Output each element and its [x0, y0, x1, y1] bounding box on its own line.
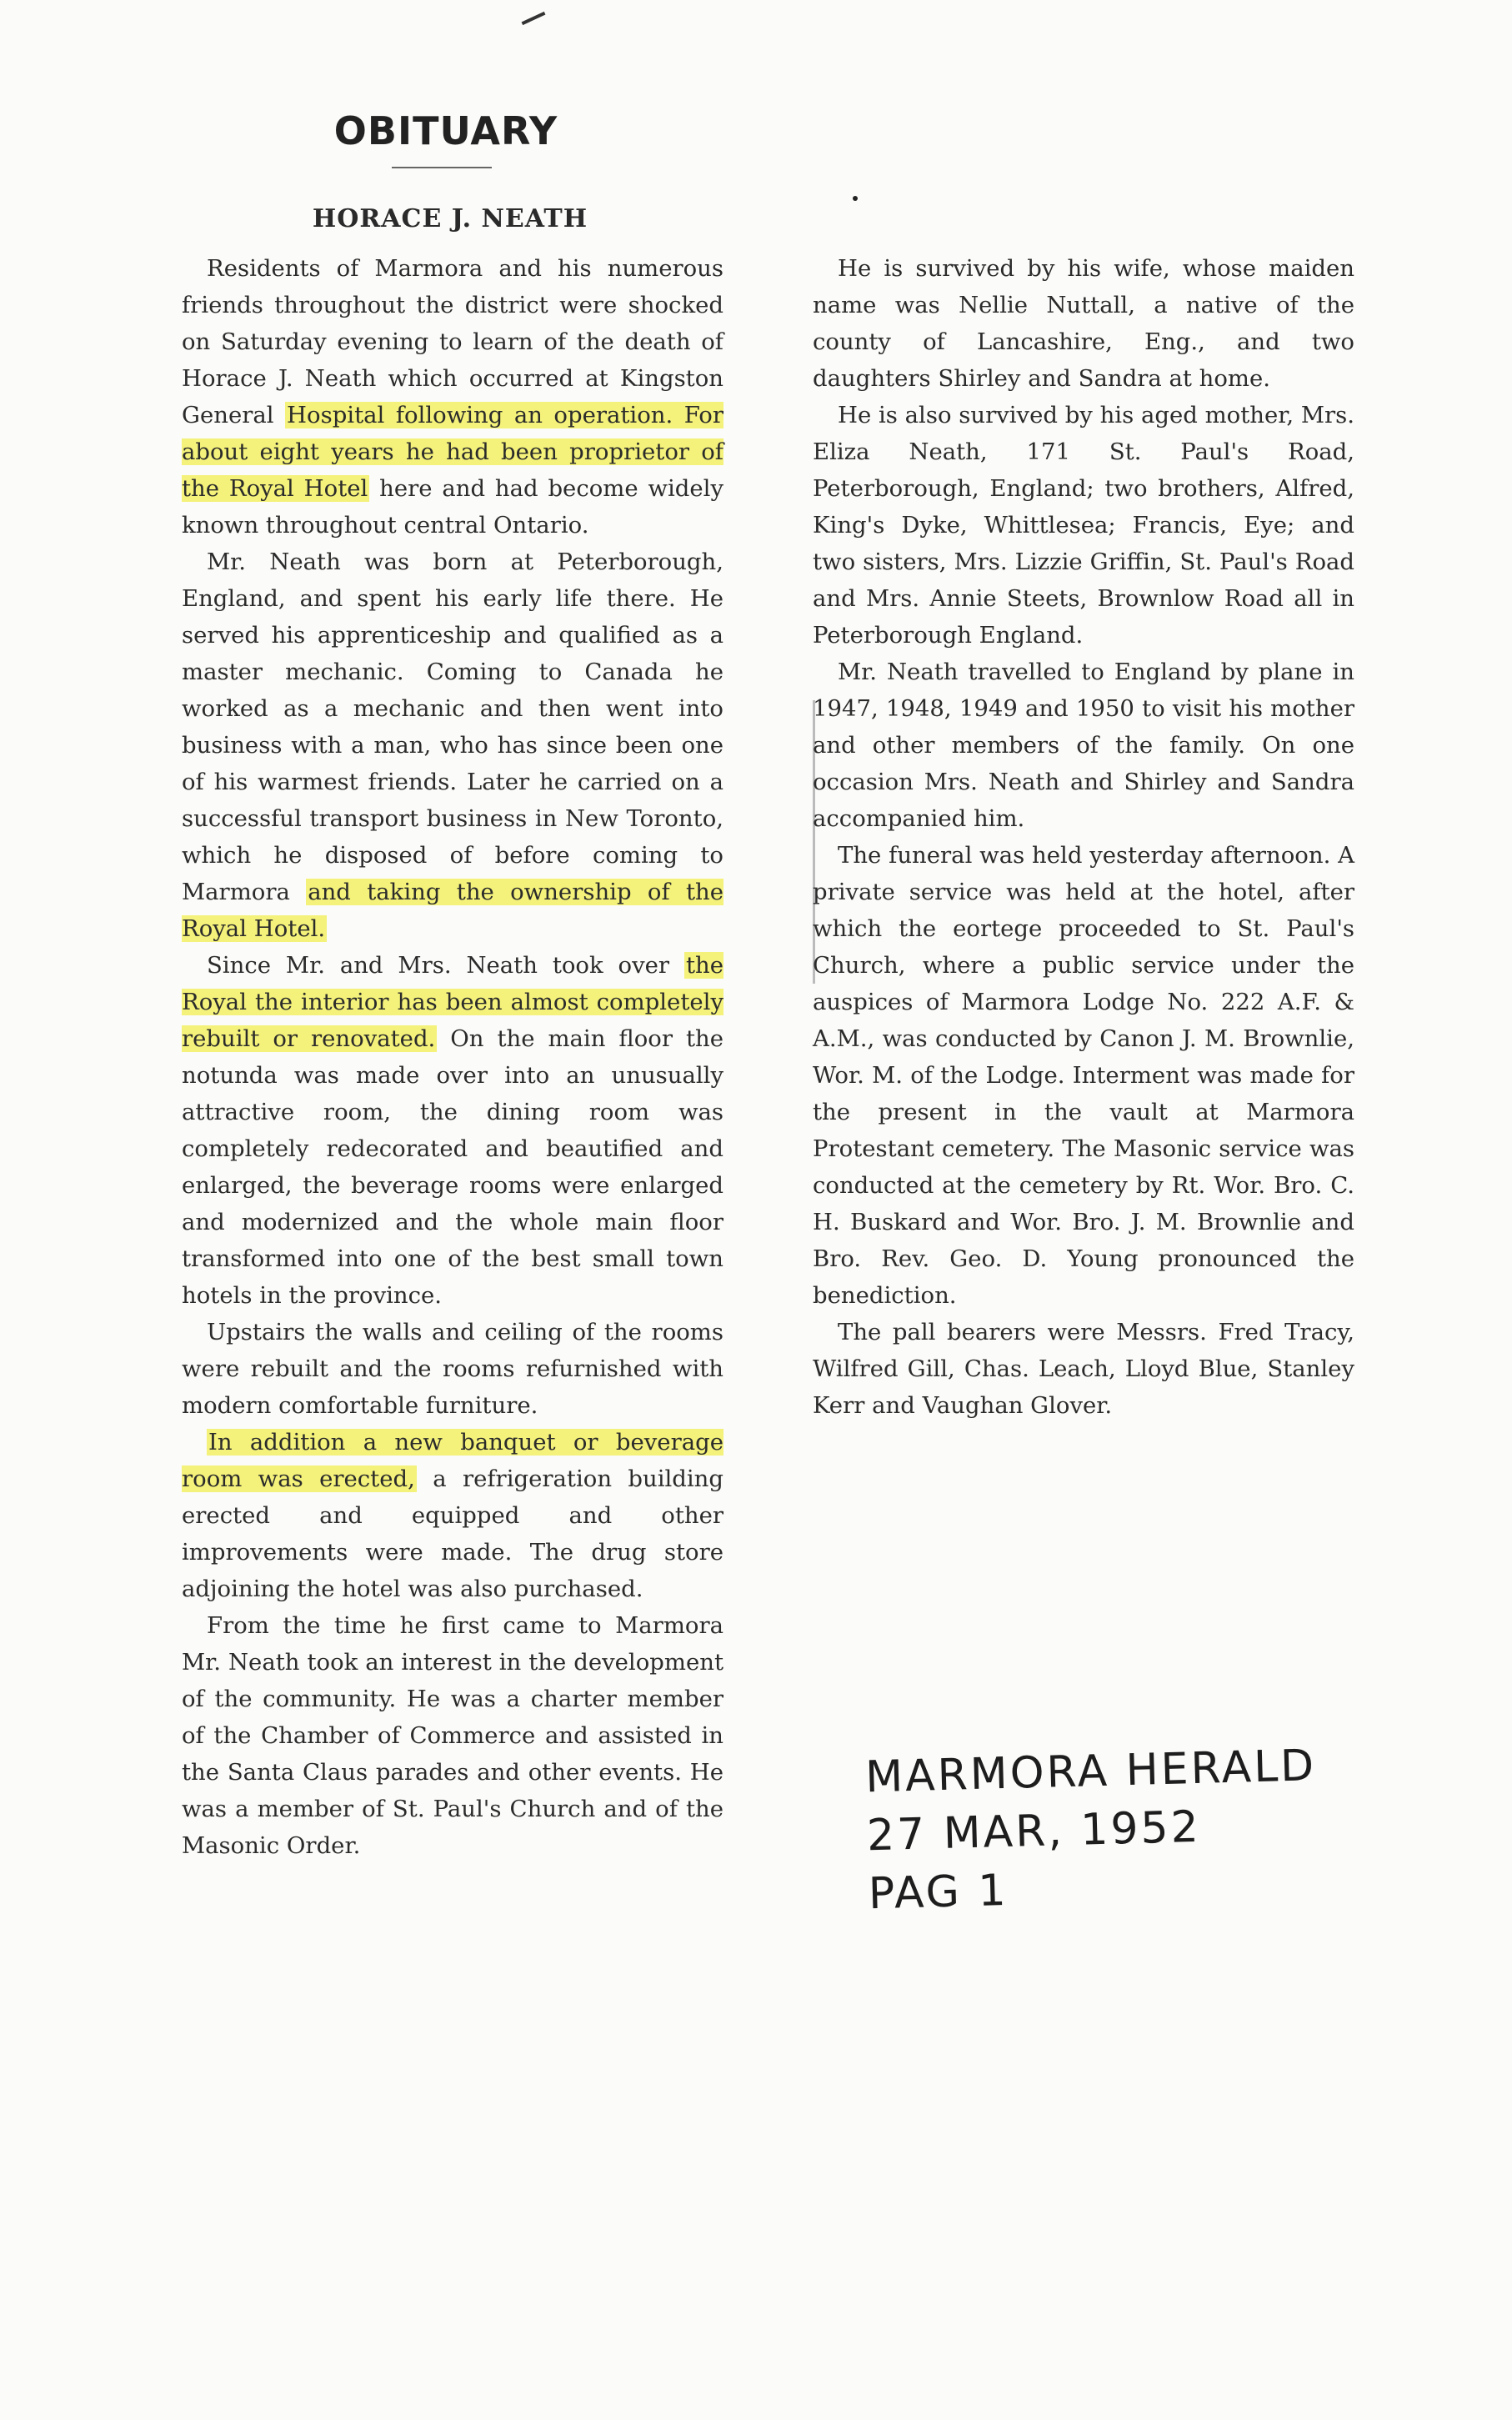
highlighted-text: the Royal the interior has been almost completely rebuilt or renovated.	[182, 952, 723, 1052]
deceased-name: HORACE J. NEATH	[312, 204, 588, 233]
paragraph-travel: Mr. Neath travelled to England by plane in 1947, 1948, 1949 and 1950 to visit his mother and other members of the family. On one occasion Mrs. Neath and Shirley and Sandra accompanied him.	[813, 659, 1354, 832]
paragraph-community: From the time he first came to Marmora Mr. Neath took an interest in the development of the community. He was a charter member of the Chamber of Commerce and assisted in the Santa Claus parades and other events. He was a member of St. Paul's Church and of the Masonic Order.	[182, 1612, 723, 1859]
paragraph-upstairs: Upstairs the walls and ceiling of the rooms were rebuilt and the rooms refurnished with modern comfortable furniture.	[182, 1319, 723, 1419]
right-column	[813, 250, 1354, 1424]
annotation-source: MARMORA HERALD	[864, 1741, 1317, 1803]
scan-mark	[522, 12, 546, 25]
paragraph-renovation: Since Mr. and Mrs. Neath took over the Royal the interior has been almost completely rebuilt or renovated. On the main floor the notunda was made over into an unusually attractive room, the dining room was completely redecorated and beautified and enlarged, the beverage rooms were enlarged and modernized and the whole main floor transformed into one of the best small town hotels in the province.	[182, 952, 723, 1309]
annotation-date: 27 MAR, 1952	[866, 1801, 1202, 1861]
highlighted-text: Hospital following an operation. For about eight years he had been proprietor of the Royal Hotel	[182, 402, 723, 502]
paragraph-early-life: Mr. Neath was born at Peterborough, England, and spent his early life there. He served his apprenticeship and qualified as a master mechanic. Coming to Canada he worked as a mechanic and then went into business with a man, who has since been one of his warmest friends. Later he carried on a successful transport business in New Toronto, which he disposed of before coming to Marmora and taking the ownership of the Royal Hotel.	[182, 549, 723, 942]
highlighted-text: and taking the ownership of the Royal Hotel.	[182, 879, 723, 942]
paragraph-pall-bearers: The pall bearers were Messrs. Fred Tracy, Wilfred Gill, Chas. Leach, Lloyd Blue, Stanley Kerr and Vaughan Glover.	[813, 1319, 1354, 1419]
paragraph-additions: In addition a new banquet or beverage room was erected, a refrigeration building erected and equipped and other improvements were made. The drug store adjoining the hotel was also purchased.	[182, 1429, 723, 1602]
obituary-heading: OBITUARY	[333, 108, 558, 153]
paragraph-death-notice: Residents of Marmora and his numerous friends throughout the district were shocked on Saturday evening to learn of the death of Horace J. Neath which occurred at Kingston General Hospital following an operation. For about eight years he had been proprietor of the Royal Hotel here and had become widely known throughout central Ontario.	[182, 255, 723, 539]
heading-rule	[392, 167, 492, 168]
left-column	[182, 250, 723, 1864]
ink-dot	[853, 196, 858, 201]
paragraph-survived-wife: He is survived by his wife, whose maiden name was Nellie Nuttall, a native of the county of Lancashire, Eng., and two daughters Shirley and Sandra at home.	[813, 255, 1354, 392]
highlighted-text: In addition a new banquet or beverage room was erected,	[182, 1429, 723, 1492]
annotation-page: PAG 1	[868, 1865, 1009, 1920]
paragraph-survived-family: He is also survived by his aged mother, Mrs. Eliza Neath, 171 St. Paul's Road, Peterborough, England; two brothers, Alfred, King's Dyke, Whittlesea; Francis, Eye; and two sisters, Mrs. Lizzie Griffin, St. Paul's Road and Mrs. Annie Steets, Brownlow Road all in Peterborough England.	[813, 402, 1354, 649]
handwritten-annotation	[864, 1736, 1335, 1924]
paragraph-funeral: The funeral was held yesterday afternoon. A private service was held at the hotel, after which the eortege proceeded to St. Paul's Church, where a public service under the auspices of Marmora Lodge No. 222 A.F. & A.M., was conducted by Canon J. M. Brownlie, Wor. M. of the Lodge. Interment was made for the present in the vault at Marmora Protestant cemetery. The Masonic service was conducted at the cemetery by Rt. Wor. Bro. C. H. Buskard and Wor. Bro. J. M. Brownlie and Bro. Rev. Geo. D. Young pronounced the benediction.	[813, 842, 1354, 1309]
